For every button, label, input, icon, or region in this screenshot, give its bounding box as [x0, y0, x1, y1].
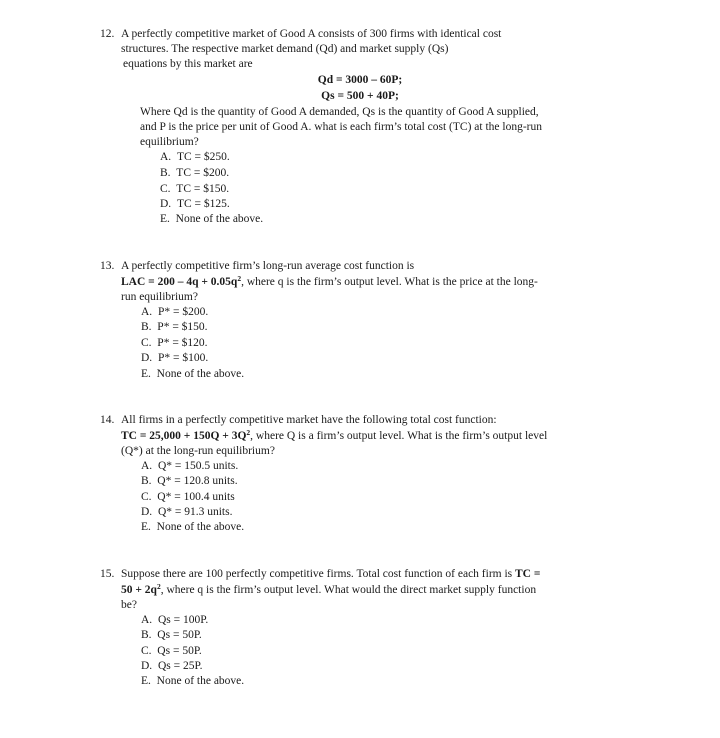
question-text: A perfectly competitive market of Good A consists of 300 firms with identical cost	[121, 28, 502, 40]
option-e: E. None of the above.	[141, 368, 245, 380]
cost-function-line: LAC = $200 - 4q + 0.05q^2$, where q is the firm’s output level. What is the price at the long-	[121, 274, 538, 288]
option-d: D. Qs = 25P.	[141, 660, 203, 672]
option-b: B. Q* = 120.8 units.	[141, 475, 238, 487]
cost-function-line: $50 + 2q^2$, where q is the firm’s output level. What would the direct market supply function	[121, 582, 537, 596]
option-a: A. Q* = 150.5 units.	[141, 460, 239, 472]
option-e: E. None of the above.	[141, 521, 245, 533]
option-c: C. Q* = 100.4 units	[141, 491, 235, 503]
question-text: Suppose there are 100 perfectly competitive firms. Total cost function of each firm is TC =	[121, 568, 541, 580]
option-a: A. TC = $250.	[160, 151, 230, 163]
option-c: C. TC = $150.	[160, 183, 230, 195]
option-c: C. P* = $120.	[141, 337, 208, 349]
cost-function-formula: LAC = 200 – 4q + 0.05q	[121, 276, 238, 288]
question-number: 15.	[100, 568, 115, 580]
question-text: equilibrium?	[140, 136, 199, 148]
question-number: 13.	[100, 260, 115, 272]
option-c: C. Qs = 50P.	[141, 645, 202, 657]
option-d: D. Q* = 91.3 units.	[141, 506, 233, 518]
cost-function-formula: 50 + 2q	[121, 584, 157, 596]
demand-equation: Qd = 3000 – 60P;	[317, 74, 403, 86]
question-text: (Q*) at the long-run equilibrium?	[121, 445, 275, 457]
question-text: run equilibrium?	[121, 291, 198, 303]
supply-equation: Qs = 500 + 40P;	[321, 90, 399, 102]
option-b: B. P* = $150.	[141, 321, 208, 333]
option-a: A. P* = $200.	[141, 306, 209, 318]
option-b: B. TC = $200.	[160, 167, 230, 179]
option-b: B. Qs = 50P.	[141, 629, 202, 641]
question-text: All firms in a perfectly competitive market have the following total cost function:	[121, 414, 497, 426]
question-text: be?	[121, 599, 137, 611]
question-text: and P is the price per unit of Good A. what is each firm’s total cost (TC) at the long-run	[140, 121, 542, 133]
question-text: A perfectly competitive firm’s long-run average cost function is	[121, 260, 415, 272]
cost-function-line: TC = $25,000 + 150Q + 3Q^2$, where Q is a firm’s output level. What is the firm’s output level	[121, 428, 548, 442]
option-d: D. P* = $100.	[141, 352, 209, 364]
cost-function-formula: TC = 25,000 + 150Q + 3Q	[121, 430, 247, 442]
question-number: 14.	[100, 414, 115, 426]
option-e: E. None of the above.	[141, 675, 245, 687]
question-text: Where Qd is the quantity of Good A demanded, Qs is the quantity of Good A supplied,	[140, 106, 539, 118]
question-text: structures. The respective market demand (Qd) and market supply (Qs)	[121, 43, 449, 55]
question-text: equations by this market are	[123, 58, 253, 70]
question-number: 12.	[100, 28, 115, 40]
option-a: A. Qs = 100P.	[141, 614, 209, 626]
option-d: D. TC = $125.	[160, 198, 230, 210]
option-e: E. None of the above.	[160, 213, 264, 225]
